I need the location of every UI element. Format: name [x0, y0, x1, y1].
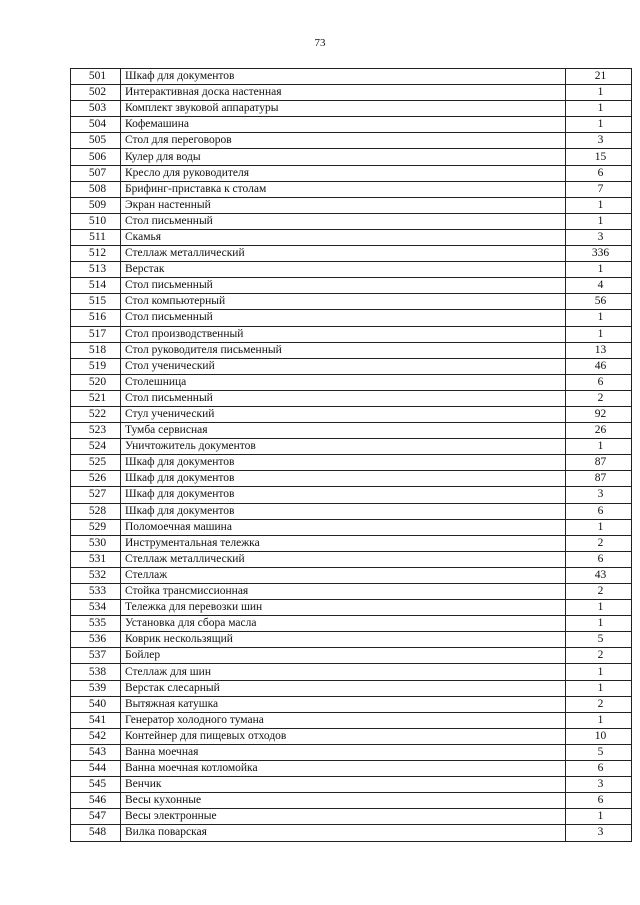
- item-name-cell: Верстак: [121, 262, 566, 278]
- quantity-cell: 6: [566, 761, 632, 777]
- quantity-cell: 6: [566, 374, 632, 390]
- row-number-cell: 542: [71, 728, 121, 744]
- row-number-cell: 501: [71, 69, 121, 85]
- item-name-cell: Генератор холодного тумана: [121, 712, 566, 728]
- item-name-cell: Кулер для воды: [121, 149, 566, 165]
- table-row: [71, 567, 632, 583]
- table-row: [71, 632, 632, 648]
- table-row: [71, 728, 632, 744]
- item-name-cell: Коврик нескользящий: [121, 632, 566, 648]
- row-number-cell: 543: [71, 744, 121, 760]
- quantity-cell: 87: [566, 455, 632, 471]
- row-number-cell: 507: [71, 165, 121, 181]
- row-number-cell: 502: [71, 85, 121, 101]
- row-number-cell: 531: [71, 551, 121, 567]
- item-name-cell: Верстак слесарный: [121, 680, 566, 696]
- row-number-cell: 522: [71, 406, 121, 422]
- item-name-cell: Стол письменный: [121, 213, 566, 229]
- item-name-cell: Интерактивная доска настенная: [121, 85, 566, 101]
- item-name-cell: Стол компьютерный: [121, 294, 566, 310]
- item-name-cell: Брифинг-приставка к столам: [121, 181, 566, 197]
- table-row: [71, 777, 632, 793]
- quantity-cell: 2: [566, 535, 632, 551]
- quantity-cell: 3: [566, 825, 632, 841]
- item-name-cell: Комплект звуковой аппаратуры: [121, 101, 566, 117]
- item-name-cell: Стол письменный: [121, 310, 566, 326]
- row-number-cell: 541: [71, 712, 121, 728]
- row-number-cell: 517: [71, 326, 121, 342]
- item-name-cell: Весы кухонные: [121, 793, 566, 809]
- item-name-cell: Стеллаж для шин: [121, 664, 566, 680]
- item-name-cell: Тележка для перевозки шин: [121, 600, 566, 616]
- row-number-cell: 520: [71, 374, 121, 390]
- row-number-cell: 539: [71, 680, 121, 696]
- item-name-cell: Стол для переговоров: [121, 133, 566, 149]
- quantity-cell: 15: [566, 149, 632, 165]
- row-number-cell: 513: [71, 262, 121, 278]
- row-number-cell: 529: [71, 519, 121, 535]
- table-row: [71, 85, 632, 101]
- table-row: [71, 165, 632, 181]
- quantity-cell: 4: [566, 278, 632, 294]
- quantity-cell: 6: [566, 551, 632, 567]
- row-number-cell: 524: [71, 439, 121, 455]
- row-number-cell: 518: [71, 342, 121, 358]
- item-name-cell: Стол письменный: [121, 390, 566, 406]
- row-number-cell: 511: [71, 229, 121, 245]
- table-row: [71, 278, 632, 294]
- table-row: [71, 342, 632, 358]
- quantity-cell: 1: [566, 809, 632, 825]
- table-row: [71, 181, 632, 197]
- item-name-cell: Ванна моечная: [121, 744, 566, 760]
- table-row: [71, 133, 632, 149]
- table-row: [71, 535, 632, 551]
- table-row: [71, 69, 632, 85]
- table-row: [71, 503, 632, 519]
- table-row: [71, 809, 632, 825]
- table-row: [71, 117, 632, 133]
- row-number-cell: 540: [71, 696, 121, 712]
- row-number-cell: 538: [71, 664, 121, 680]
- row-number-cell: 545: [71, 777, 121, 793]
- quantity-cell: 1: [566, 326, 632, 342]
- row-number-cell: 548: [71, 825, 121, 841]
- row-number-cell: 508: [71, 181, 121, 197]
- row-number-cell: 523: [71, 423, 121, 439]
- row-number-cell: 535: [71, 616, 121, 632]
- item-name-cell: Кресло для руководителя: [121, 165, 566, 181]
- quantity-cell: 1: [566, 197, 632, 213]
- row-number-cell: 519: [71, 358, 121, 374]
- item-name-cell: Стол письменный: [121, 278, 566, 294]
- item-name-cell: Стеллаж металлический: [121, 246, 566, 262]
- item-name-cell: Шкаф для документов: [121, 487, 566, 503]
- row-number-cell: 506: [71, 149, 121, 165]
- row-number-cell: 516: [71, 310, 121, 326]
- item-name-cell: Шкаф для документов: [121, 69, 566, 85]
- quantity-cell: 3: [566, 133, 632, 149]
- table-row: [71, 696, 632, 712]
- item-name-cell: Контейнер для пищевых отходов: [121, 728, 566, 744]
- row-number-cell: 546: [71, 793, 121, 809]
- row-number-cell: 503: [71, 101, 121, 117]
- table-row: [71, 551, 632, 567]
- row-number-cell: 509: [71, 197, 121, 213]
- item-name-cell: Тумба сервисная: [121, 423, 566, 439]
- item-name-cell: Шкаф для документов: [121, 503, 566, 519]
- row-number-cell: 510: [71, 213, 121, 229]
- item-name-cell: Стеллаж металлический: [121, 551, 566, 567]
- table-row: [71, 246, 632, 262]
- table-row: [71, 101, 632, 117]
- table-row: [71, 374, 632, 390]
- table-row: [71, 825, 632, 841]
- item-name-cell: Скамья: [121, 229, 566, 245]
- table-row: [71, 326, 632, 342]
- table-row: [71, 793, 632, 809]
- quantity-cell: 1: [566, 85, 632, 101]
- row-number-cell: 515: [71, 294, 121, 310]
- item-name-cell: Венчик: [121, 777, 566, 793]
- quantity-cell: 1: [566, 262, 632, 278]
- table-row: [71, 616, 632, 632]
- item-name-cell: Весы электронные: [121, 809, 566, 825]
- row-number-cell: 534: [71, 600, 121, 616]
- row-number-cell: 537: [71, 648, 121, 664]
- table-row: [71, 262, 632, 278]
- table-row: [71, 229, 632, 245]
- quantity-cell: 6: [566, 165, 632, 181]
- inventory-table-body: [71, 69, 632, 842]
- item-name-cell: Стеллаж: [121, 567, 566, 583]
- quantity-cell: 1: [566, 664, 632, 680]
- quantity-cell: 1: [566, 519, 632, 535]
- row-number-cell: 514: [71, 278, 121, 294]
- page-number: 73: [314, 37, 326, 49]
- quantity-cell: 1: [566, 680, 632, 696]
- quantity-cell: 1: [566, 213, 632, 229]
- item-name-cell: Кофемашина: [121, 117, 566, 133]
- table-row: [71, 455, 632, 471]
- row-number-cell: 525: [71, 455, 121, 471]
- item-name-cell: Шкаф для документов: [121, 471, 566, 487]
- table-row: [71, 471, 632, 487]
- quantity-cell: 3: [566, 229, 632, 245]
- table-row: [71, 744, 632, 760]
- quantity-cell: 1: [566, 310, 632, 326]
- quantity-cell: 2: [566, 584, 632, 600]
- quantity-cell: 1: [566, 600, 632, 616]
- table-row: [71, 439, 632, 455]
- quantity-cell: 26: [566, 423, 632, 439]
- table-row: [71, 390, 632, 406]
- quantity-cell: 3: [566, 487, 632, 503]
- quantity-cell: 21: [566, 69, 632, 85]
- table-row: [71, 197, 632, 213]
- quantity-cell: 6: [566, 793, 632, 809]
- item-name-cell: Стол ученический: [121, 358, 566, 374]
- row-number-cell: 547: [71, 809, 121, 825]
- item-name-cell: Стол производственный: [121, 326, 566, 342]
- item-name-cell: Бойлер: [121, 648, 566, 664]
- row-number-cell: 532: [71, 567, 121, 583]
- table-row: [71, 310, 632, 326]
- table-row: [71, 149, 632, 165]
- table-row: [71, 294, 632, 310]
- table-row: [71, 406, 632, 422]
- quantity-cell: 2: [566, 648, 632, 664]
- item-name-cell: Столешница: [121, 374, 566, 390]
- quantity-cell: 7: [566, 181, 632, 197]
- row-number-cell: 527: [71, 487, 121, 503]
- quantity-cell: 10: [566, 728, 632, 744]
- item-name-cell: Поломоечная машина: [121, 519, 566, 535]
- quantity-cell: 1: [566, 101, 632, 117]
- quantity-cell: 1: [566, 439, 632, 455]
- row-number-cell: 504: [71, 117, 121, 133]
- row-number-cell: 533: [71, 584, 121, 600]
- item-name-cell: Шкаф для документов: [121, 455, 566, 471]
- quantity-cell: 5: [566, 632, 632, 648]
- row-number-cell: 528: [71, 503, 121, 519]
- quantity-cell: 1: [566, 117, 632, 133]
- quantity-cell: 1: [566, 616, 632, 632]
- item-name-cell: Вытяжная катушка: [121, 696, 566, 712]
- row-number-cell: 526: [71, 471, 121, 487]
- item-name-cell: Вилка поварская: [121, 825, 566, 841]
- item-name-cell: Уничтожитель документов: [121, 439, 566, 455]
- row-number-cell: 544: [71, 761, 121, 777]
- table-row: [71, 358, 632, 374]
- row-number-cell: 521: [71, 390, 121, 406]
- quantity-cell: 2: [566, 696, 632, 712]
- row-number-cell: 505: [71, 133, 121, 149]
- item-name-cell: Стол руководителя письменный: [121, 342, 566, 358]
- quantity-cell: 43: [566, 567, 632, 583]
- item-name-cell: Экран настенный: [121, 197, 566, 213]
- table-row: [71, 648, 632, 664]
- quantity-cell: 56: [566, 294, 632, 310]
- table-row: [71, 712, 632, 728]
- quantity-cell: 5: [566, 744, 632, 760]
- quantity-cell: 13: [566, 342, 632, 358]
- inventory-table: [70, 68, 632, 842]
- row-number-cell: 512: [71, 246, 121, 262]
- table-row: [71, 584, 632, 600]
- quantity-cell: 336: [566, 246, 632, 262]
- quantity-cell: 46: [566, 358, 632, 374]
- table-row: [71, 664, 632, 680]
- item-name-cell: Стойка трансмиссионная: [121, 584, 566, 600]
- item-name-cell: Стул ученический: [121, 406, 566, 422]
- item-name-cell: Инструментальная тележка: [121, 535, 566, 551]
- table-row: [71, 680, 632, 696]
- quantity-cell: 6: [566, 503, 632, 519]
- quantity-cell: 87: [566, 471, 632, 487]
- row-number-cell: 536: [71, 632, 121, 648]
- item-name-cell: Установка для сбора масла: [121, 616, 566, 632]
- quantity-cell: 1: [566, 712, 632, 728]
- quantity-cell: 92: [566, 406, 632, 422]
- quantity-cell: 2: [566, 390, 632, 406]
- table-row: [71, 487, 632, 503]
- table-row: [71, 213, 632, 229]
- quantity-cell: 3: [566, 777, 632, 793]
- table-row: [71, 519, 632, 535]
- table-row: [71, 761, 632, 777]
- table-row: [71, 423, 632, 439]
- item-name-cell: Ванна моечная котломойка: [121, 761, 566, 777]
- table-row: [71, 600, 632, 616]
- row-number-cell: 530: [71, 535, 121, 551]
